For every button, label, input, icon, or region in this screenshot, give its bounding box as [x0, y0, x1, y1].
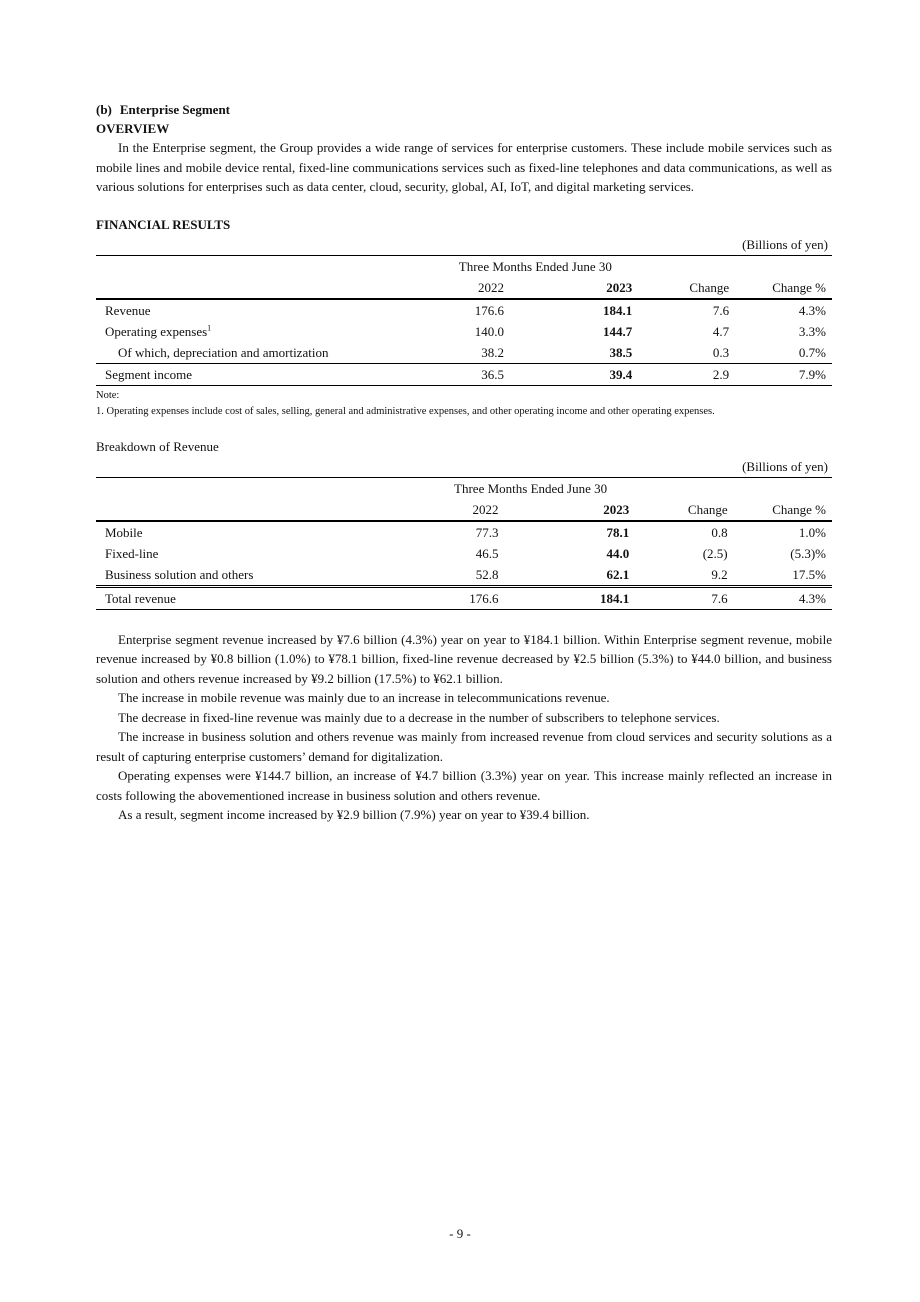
section-number: (b): [96, 102, 112, 117]
table-row: [96, 342, 832, 364]
row-label: Segment income: [96, 363, 438, 385]
commentary-paragraph: Operating expenses were ¥144.7 billion, an increase of ¥4.7 billion (3.3%) year on year. This increase mainly reflected an increase in costs following the abovementioned increase in business solution and others revenue.: [96, 768, 832, 803]
cell-change: (2.5): [702, 545, 728, 561]
cell-change-pct: 17.5%: [792, 566, 826, 582]
table-row: [96, 543, 832, 564]
footnote-marker: 1: [207, 323, 212, 333]
commentary: [96, 630, 832, 825]
commentary-paragraph: Enterprise segment revenue increased by ¥7.6 billion (4.3%) year on year to ¥184.1 billion. Within Enterprise segment revenue, mobile revenue increased by ¥0.8 billion (1.0%) to ¥78.1 billion, fixed-line revenue decreased by ¥2.5 billion (5.3%) to ¥44.0 billion, and business solution and others revenue increased by ¥9.2 billion (17.5%) to ¥62.1 billion.: [96, 631, 832, 686]
note-text: 1. Operating expenses include cost of sales, selling, general and administrative expenses, and other operating income and other operating expenses.: [96, 405, 715, 417]
cell-change: 0.3: [712, 344, 730, 360]
cell-2023: 39.4: [504, 363, 632, 385]
period-header: Three Months Ended June 30: [438, 255, 632, 277]
note-label: Note:: [96, 389, 120, 401]
table-column-header-row: [96, 277, 832, 299]
cell-change-pct: (5.3)%: [790, 545, 826, 561]
table-header-row: [96, 477, 832, 499]
column-header: 2022: [432, 499, 499, 521]
row-label: Business solution and others: [105, 566, 254, 582]
row-label: Operating expenses: [105, 323, 208, 339]
table-column-header-row: [96, 499, 832, 521]
overview-paragraph: In the Enterprise segment, the Group provides a wide range of services for enterprise customers. These include mobile services such as mobile lines and mobile device rental, fixed-line communications services such as fixed-line telephones and data communications, as well as various solutions for enterprises such as data center, cloud, security, global, AI, IoT, and digital marketing services.: [96, 140, 832, 194]
column-header: Change %: [729, 277, 832, 299]
cell-2022: 38.2: [481, 344, 505, 360]
commentary-paragraph: The increase in business solution and others revenue was mainly from increased revenue from cloud services and security solutions as a result of capturing enterprise customers’ demand for digitalization.: [96, 729, 832, 764]
period-header: Three Months Ended June 30: [432, 477, 629, 499]
page-number: - 9 -: [449, 1226, 471, 1241]
cell-2022: 176.6: [432, 586, 499, 609]
commentary-paragraph: The decrease in fixed-line revenue was mainly due to a decrease in the number of subscribers to telephone services.: [118, 709, 720, 725]
cell-change: 9.2: [711, 566, 728, 582]
cell-2023: 144.7: [603, 323, 633, 339]
cell-2022: 140.0: [474, 323, 505, 339]
table-total-row: [96, 586, 832, 609]
cell-change-pct: 4.3%: [728, 586, 832, 609]
overview-heading: OVERVIEW: [96, 121, 170, 136]
commentary-paragraph: As a result, segment income increased by ¥2.9 billion (7.9%) year on year to ¥39.4 billion.: [118, 807, 590, 822]
financial-results-table: [96, 255, 832, 386]
breakdown-heading: Breakdown of Revenue: [96, 438, 219, 454]
breakdown-unit: (Billions of yen): [742, 458, 828, 474]
column-header: Change %: [728, 499, 832, 521]
column-header: Change: [629, 499, 727, 521]
section-title: Enterprise Segment: [119, 102, 231, 117]
commentary-paragraph: The increase in mobile revenue was mainly due to an increase in telecommunications revenue.: [118, 690, 610, 705]
column-header: 2023: [498, 499, 629, 521]
financial-results-unit: (Billions of yen): [742, 236, 828, 252]
cell-2022: 46.5: [475, 545, 499, 561]
cell-change: 7.6: [629, 586, 727, 609]
cell-2023: 44.0: [606, 545, 630, 561]
cell-change-pct: 4.3%: [798, 302, 826, 318]
cell-change: 7.6: [712, 302, 730, 318]
row-label-cell: [96, 321, 438, 342]
column-header: 2023: [504, 277, 632, 299]
row-label: Revenue: [105, 302, 151, 318]
cell-2023: 38.5: [609, 344, 633, 360]
row-label: Fixed-line: [105, 545, 159, 561]
row-label: Total revenue: [96, 586, 432, 609]
cell-change: 0.8: [711, 524, 728, 540]
column-header: Change: [632, 277, 729, 299]
cell-2022: 52.8: [475, 566, 499, 582]
cell-change: 2.9: [632, 363, 729, 385]
section-heading: [96, 100, 832, 119]
cell-change-pct: 3.3%: [798, 323, 826, 339]
cell-2022: 77.3: [475, 524, 499, 540]
table-row: [96, 299, 832, 321]
table-row: [96, 321, 832, 342]
table-row: [96, 521, 832, 543]
row-label: Of which, depreciation and amortization: [118, 344, 329, 360]
cell-2022: 176.6: [474, 302, 505, 318]
table-header-row: [96, 255, 832, 277]
cell-2023: 184.1: [603, 302, 633, 318]
cell-change: 4.7: [712, 323, 730, 339]
financial-results-heading: FINANCIAL RESULTS: [96, 216, 231, 232]
cell-2023: 78.1: [606, 524, 630, 540]
row-label: Mobile: [105, 524, 143, 540]
breakdown-table: [96, 477, 832, 610]
cell-change-pct: 0.7%: [798, 344, 826, 360]
table-row: [96, 564, 832, 587]
cell-2023: 184.1: [498, 586, 629, 609]
cell-2023: 62.1: [606, 566, 630, 582]
table-row: [96, 363, 832, 385]
document-page: [96, 100, 832, 825]
cell-change-pct: 1.0%: [798, 524, 826, 540]
cell-2022: 36.5: [438, 363, 504, 385]
column-header: 2022: [438, 277, 504, 299]
cell-change-pct: 7.9%: [729, 363, 832, 385]
